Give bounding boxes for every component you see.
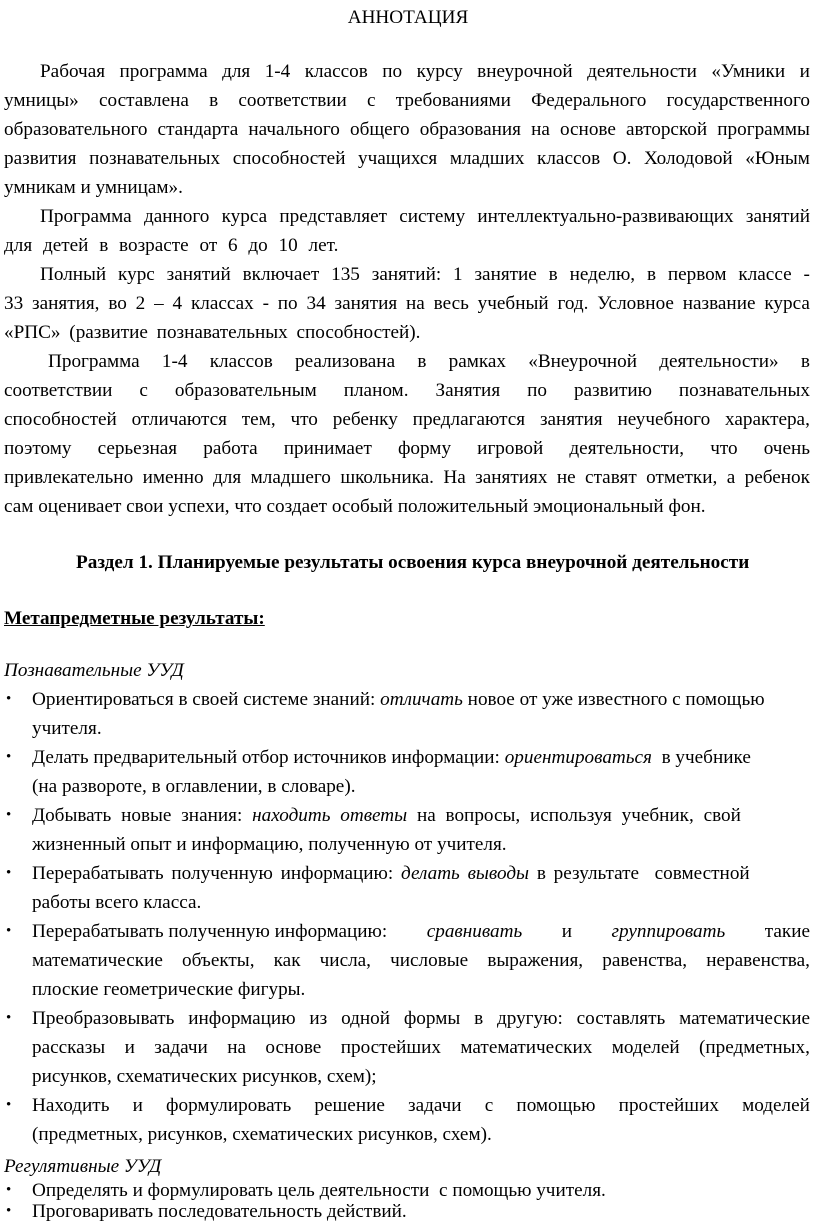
para2-line-1 bbox=[40, 207, 810, 226]
word: во bbox=[108, 293, 127, 314]
word: ребенок bbox=[744, 467, 810, 488]
word: в bbox=[800, 351, 810, 372]
bullet-icon: • bbox=[6, 749, 12, 765]
word: именно bbox=[142, 467, 204, 488]
word: формулировать bbox=[166, 1095, 292, 1116]
word: курс bbox=[118, 264, 155, 285]
word: неучебного bbox=[617, 409, 711, 430]
para4-line-5 bbox=[4, 468, 810, 487]
word: реализована bbox=[295, 351, 396, 372]
item-emphasis: делать выводы bbox=[401, 863, 530, 884]
word: на bbox=[406, 293, 425, 314]
word: числовые bbox=[390, 950, 469, 971]
word: младших bbox=[449, 148, 525, 169]
para3-line-1 bbox=[40, 265, 810, 284]
word: очень bbox=[763, 438, 810, 459]
word: учащихся bbox=[358, 148, 438, 169]
word: способностей bbox=[232, 148, 346, 169]
word: предлагаются bbox=[412, 409, 526, 430]
word: стандарта bbox=[157, 119, 239, 140]
item-text: Добывать новые знания: bbox=[32, 805, 253, 826]
list-item-line-2 bbox=[32, 951, 810, 970]
word: Находить bbox=[32, 1095, 110, 1116]
para4-line-3 bbox=[4, 410, 810, 429]
word: занятия bbox=[334, 293, 398, 314]
list-item-line-1 bbox=[32, 690, 765, 709]
word: начального bbox=[248, 119, 340, 140]
list-item-line-1: Проговаривать последовательность действий. bbox=[32, 1201, 407, 1222]
word: задачи bbox=[408, 1095, 462, 1116]
word: 34 bbox=[306, 293, 326, 314]
word: требованиями bbox=[395, 90, 511, 111]
word: 4 bbox=[172, 293, 183, 314]
word: математические bbox=[679, 1008, 810, 1029]
list-item-line-3: рисунков, схематических рисунков, схем); bbox=[32, 1066, 377, 1087]
word: не bbox=[556, 467, 576, 488]
word: отличаются bbox=[131, 409, 227, 430]
para1-line-1 bbox=[40, 62, 810, 81]
word: задачи bbox=[154, 1037, 208, 1058]
word: составлять bbox=[576, 1008, 666, 1029]
word: в bbox=[209, 90, 219, 111]
word: неделю, bbox=[569, 264, 636, 285]
bullet-icon: • bbox=[6, 1203, 12, 1219]
word: деятельности, bbox=[569, 438, 685, 459]
item-emphasis: группировать bbox=[611, 921, 726, 942]
para4-line-1 bbox=[48, 352, 810, 371]
bullet-icon: • bbox=[6, 691, 12, 707]
list-item-line-2: работы всего класса. bbox=[32, 892, 202, 913]
word: занятиях bbox=[475, 467, 548, 488]
list-item-line-2: учителя. bbox=[32, 718, 102, 739]
word: - bbox=[803, 264, 810, 285]
word: в bbox=[417, 351, 427, 372]
word: внеурочной bbox=[477, 61, 573, 82]
word: образовательным bbox=[174, 380, 317, 401]
word: принимает bbox=[283, 438, 372, 459]
word: Преобразовывать bbox=[32, 1008, 175, 1029]
word: соответствии bbox=[238, 90, 347, 111]
word: отметки, bbox=[646, 467, 718, 488]
word: (предметных, bbox=[699, 1037, 810, 1058]
meta-results-heading: Метапредметные результаты: bbox=[4, 608, 265, 629]
item-text: Делать предварительный отбор источников информации: bbox=[32, 747, 505, 768]
word: «Умники bbox=[711, 61, 786, 82]
word: форму bbox=[397, 438, 452, 459]
list-item-line-1 bbox=[32, 748, 751, 767]
word: Рабочая bbox=[40, 61, 106, 82]
word: классе bbox=[738, 264, 792, 285]
word: весь bbox=[433, 293, 469, 314]
word: с bbox=[139, 380, 148, 401]
bullet-icon: • bbox=[6, 923, 12, 939]
word: что bbox=[710, 438, 738, 459]
word: О. bbox=[612, 148, 632, 169]
word: в bbox=[646, 264, 657, 285]
word: планом. bbox=[343, 380, 409, 401]
word: одной bbox=[341, 1008, 391, 1029]
word: Занятия bbox=[435, 380, 501, 401]
word: и bbox=[799, 61, 810, 82]
word: основе bbox=[265, 1037, 322, 1058]
item-emphasis: ориентироваться bbox=[504, 747, 652, 768]
word: серьезная bbox=[97, 438, 178, 459]
word: другую: bbox=[496, 1008, 563, 1029]
word: характера, bbox=[725, 409, 810, 430]
list-item-line-1 bbox=[32, 806, 741, 825]
bullet-icon: • bbox=[6, 1010, 12, 1026]
word: познавательных bbox=[89, 148, 221, 169]
item-text: такие bbox=[759, 921, 810, 942]
para4-line-4 bbox=[4, 439, 810, 458]
word: занятий: bbox=[371, 264, 442, 285]
word: «Юным bbox=[745, 148, 810, 169]
word: авторской bbox=[626, 119, 708, 140]
regulatory-heading: Регулятивные УУД bbox=[4, 1156, 162, 1177]
word: игровой bbox=[477, 438, 544, 459]
para4-line-2 bbox=[4, 381, 810, 400]
item-emphasis: отличать bbox=[380, 689, 463, 710]
word: в bbox=[548, 264, 558, 285]
word: - bbox=[262, 293, 269, 314]
list-item-line-3: плоские геометрические фигуры. bbox=[32, 979, 306, 1000]
word: классов bbox=[537, 148, 601, 169]
page-title: АННОТАЦИЯ bbox=[347, 7, 469, 28]
para4-line-6: сам оценивает свои успехи, что создает особый положительный эмоциональный фон. bbox=[4, 496, 706, 517]
item-text: Ориентироваться в своей системе знаний: bbox=[32, 689, 381, 710]
list-item-line-2: (на развороте, в оглавлении, в словаре). bbox=[32, 776, 356, 797]
word: познавательных bbox=[678, 380, 810, 401]
word: рамках bbox=[448, 351, 506, 372]
bullet-icon: • bbox=[6, 1097, 12, 1113]
word: ставят bbox=[585, 467, 637, 488]
para1-line-5: умникам и умницам». bbox=[4, 177, 183, 198]
word: занятия, bbox=[32, 293, 100, 314]
word: 1 bbox=[453, 264, 463, 285]
word: на bbox=[531, 119, 550, 140]
word: основе bbox=[559, 119, 616, 140]
word: на bbox=[227, 1037, 246, 1058]
bullet-icon: • bbox=[6, 1182, 12, 1198]
word: составлена bbox=[98, 90, 189, 111]
word: помощью bbox=[516, 1095, 596, 1116]
word: общего bbox=[349, 119, 410, 140]
word: выражения, bbox=[487, 950, 584, 971]
word: курсу bbox=[416, 61, 463, 82]
word: название bbox=[682, 293, 756, 314]
word: как bbox=[273, 950, 301, 971]
word: объекты, bbox=[182, 950, 255, 971]
para3-line-2 bbox=[4, 294, 810, 313]
para1-line-2 bbox=[4, 91, 810, 110]
word: программы bbox=[717, 119, 810, 140]
word: образования bbox=[419, 119, 521, 140]
word: равенства, bbox=[602, 950, 688, 971]
word: Программа bbox=[48, 351, 140, 372]
word: классов bbox=[209, 351, 273, 372]
item-emphasis: сравнивать bbox=[426, 921, 523, 942]
list-item-line-1: Определять и формулировать цель деятельности с помощью учителя. bbox=[32, 1180, 606, 1201]
word: занятия bbox=[539, 409, 603, 430]
item-text: на вопросы, используя учебник, свой bbox=[407, 805, 741, 826]
bullet-icon: • bbox=[6, 865, 12, 881]
word: занятий bbox=[166, 264, 231, 285]
word: из bbox=[309, 1008, 328, 1029]
word: математические bbox=[32, 950, 163, 971]
word: государственного bbox=[666, 90, 810, 111]
item-emphasis: находить ответы bbox=[252, 805, 408, 826]
cognitive-heading: Познавательные УУД bbox=[4, 660, 184, 681]
word: Холодовой bbox=[643, 148, 733, 169]
word: поэтому bbox=[4, 438, 72, 459]
word: Условное bbox=[597, 293, 674, 314]
list-item-line-1 bbox=[32, 1009, 810, 1028]
word: с bbox=[367, 90, 376, 111]
list-item-line-1 bbox=[32, 922, 810, 941]
word: 1-4 bbox=[264, 61, 291, 82]
item-text: Перерабатывать полученную информацию: bbox=[32, 921, 393, 942]
word: соответствии bbox=[4, 380, 113, 401]
list-item-line-2: (предметных, рисунков, схематических рисунков, схем). bbox=[32, 1124, 492, 1145]
list-item-line-1 bbox=[32, 1096, 810, 1115]
section-heading: Раздел 1. Планируемые результаты освоения курса внеурочной деятельности bbox=[76, 552, 750, 573]
word: год. bbox=[557, 293, 589, 314]
word: простейших bbox=[618, 1095, 719, 1116]
word: математических bbox=[460, 1037, 593, 1058]
word: На bbox=[443, 467, 466, 488]
word: привлекательно bbox=[4, 467, 134, 488]
word: учебный bbox=[477, 293, 549, 314]
word: включает bbox=[242, 264, 320, 285]
word: классов bbox=[304, 61, 368, 82]
word: а bbox=[726, 467, 736, 488]
word: «Внеурочной bbox=[528, 351, 637, 372]
word: представляет bbox=[279, 206, 387, 227]
word: решение bbox=[314, 1095, 385, 1116]
word: курса bbox=[221, 206, 268, 227]
bullet-icon: • bbox=[6, 807, 12, 823]
word: занятий bbox=[745, 206, 810, 227]
word: школьника. bbox=[340, 467, 434, 488]
word: первом bbox=[667, 264, 727, 285]
word: программа bbox=[119, 61, 208, 82]
word: и bbox=[124, 1037, 135, 1058]
word: по bbox=[277, 293, 298, 314]
word: 135 bbox=[331, 264, 360, 285]
word: Программа bbox=[40, 206, 132, 227]
word: тем, bbox=[241, 409, 276, 430]
item-text: в учебнике bbox=[651, 747, 751, 768]
item-text: и bbox=[556, 921, 577, 942]
word: занятие bbox=[474, 264, 537, 285]
word: курса bbox=[764, 293, 810, 314]
word: деятельности» bbox=[659, 351, 779, 372]
word: для bbox=[213, 467, 242, 488]
word: развитию bbox=[573, 380, 652, 401]
word: информацию bbox=[188, 1008, 296, 1029]
word: – bbox=[154, 293, 164, 314]
word: младшего bbox=[250, 467, 331, 488]
word: 1-4 bbox=[161, 351, 188, 372]
word: неравенства, bbox=[706, 950, 810, 971]
word: моделей bbox=[611, 1037, 680, 1058]
word: для bbox=[222, 61, 251, 82]
word: интеллектуально-развивающих bbox=[477, 206, 734, 227]
word: и bbox=[132, 1095, 143, 1116]
word: что bbox=[290, 409, 318, 430]
word: числа, bbox=[319, 950, 371, 971]
word: данного bbox=[143, 206, 210, 227]
word: классах bbox=[190, 293, 254, 314]
word: образовательного bbox=[4, 119, 148, 140]
word: моделей bbox=[742, 1095, 810, 1116]
item-text: Перерабатывать полученную информацию: bbox=[32, 863, 402, 884]
word: 33 bbox=[4, 293, 24, 314]
list-item-line-1 bbox=[32, 864, 750, 883]
item-text: новое от уже известного с помощью bbox=[462, 689, 765, 710]
word: по bbox=[527, 380, 547, 401]
para3-line-3: «РПС» (развитие познавательных способностей). bbox=[4, 322, 421, 343]
word: ребенку bbox=[332, 409, 398, 430]
word: формы bbox=[403, 1008, 461, 1029]
para1-line-4 bbox=[4, 149, 810, 168]
word: систему bbox=[399, 206, 466, 227]
word: умницы» bbox=[4, 90, 79, 111]
item-text: в результате совместной bbox=[529, 863, 750, 884]
list-item-line-2: жизненный опыт и информацию, полученную от учителя. bbox=[32, 834, 507, 855]
word: работа bbox=[203, 438, 258, 459]
word: по bbox=[382, 61, 403, 82]
word: способностей bbox=[4, 409, 117, 430]
word: простейших bbox=[340, 1037, 441, 1058]
word: развития bbox=[4, 148, 77, 169]
word: Федерального bbox=[531, 90, 647, 111]
word: с bbox=[484, 1095, 494, 1116]
word: 2 bbox=[135, 293, 146, 314]
para2-line-2: для детей в возрасте от 6 до 10 лет. bbox=[4, 235, 339, 256]
para1-line-3 bbox=[4, 120, 810, 139]
word: рассказы bbox=[32, 1037, 106, 1058]
word: Полный bbox=[40, 264, 107, 285]
list-item-line-2 bbox=[32, 1038, 810, 1057]
word: в bbox=[474, 1008, 484, 1029]
word: деятельности bbox=[587, 61, 697, 82]
